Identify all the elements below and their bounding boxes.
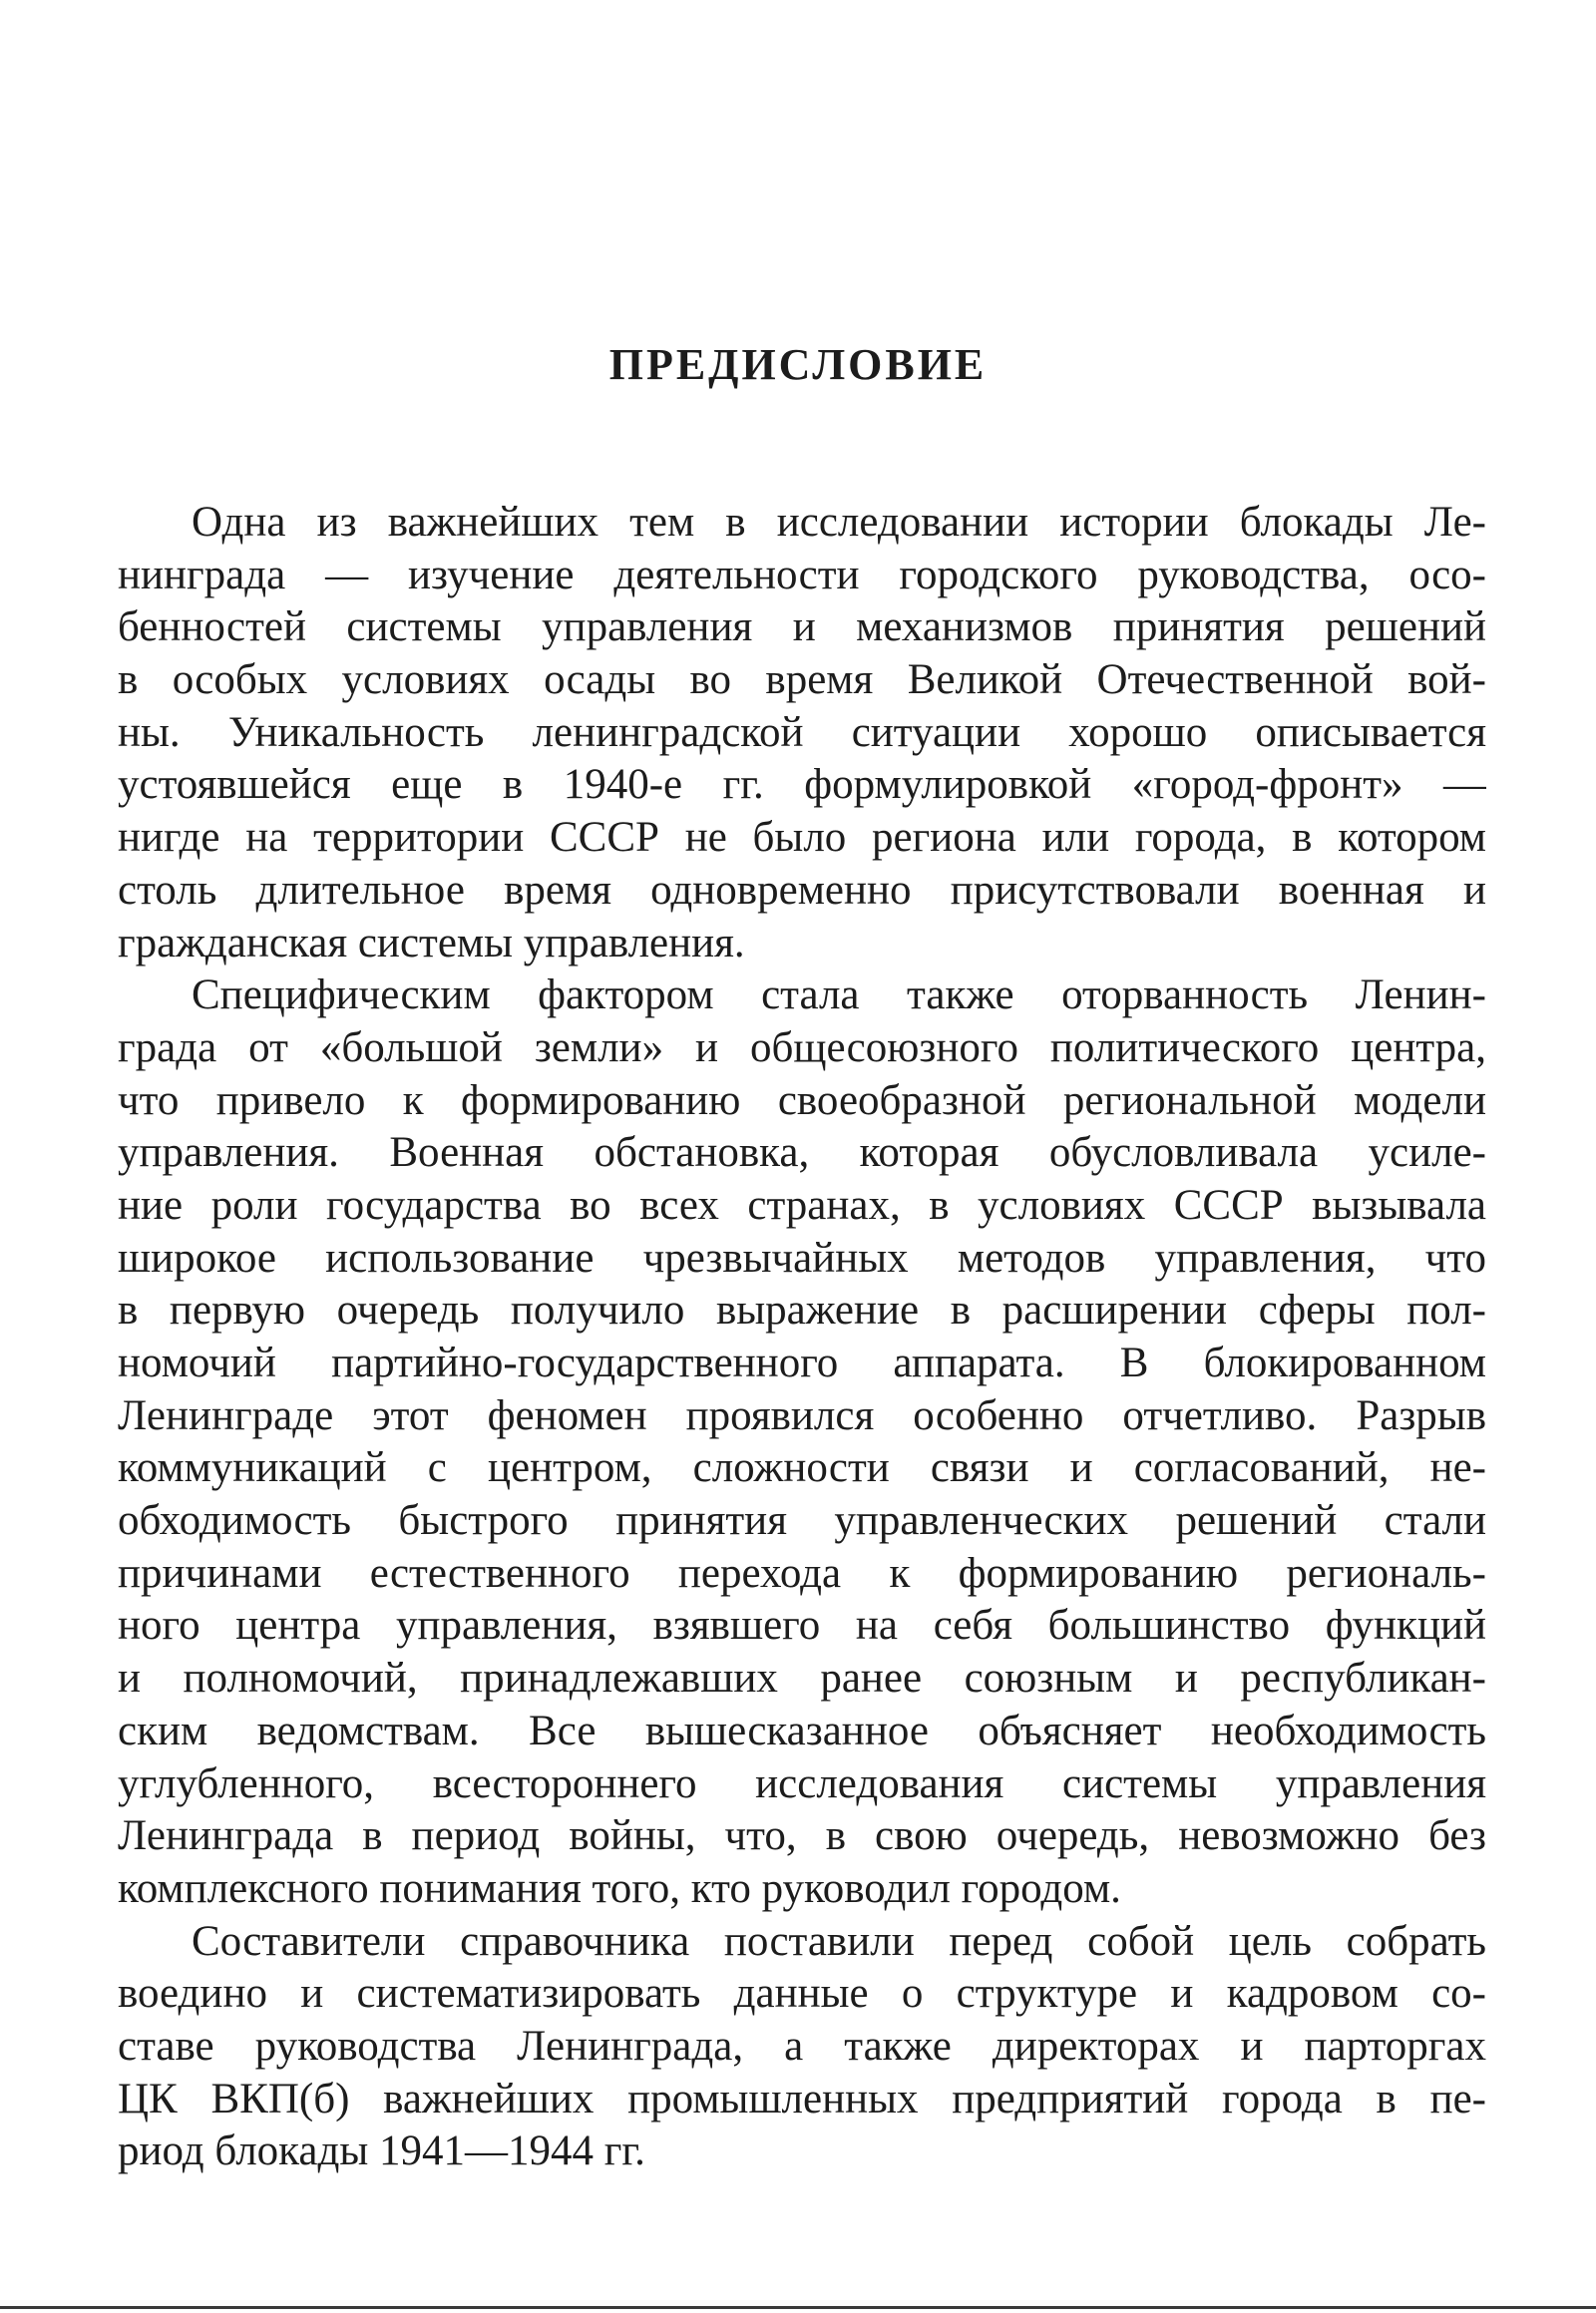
text-line: углубленного, всестороннего исследования системы управления — [118, 1759, 1486, 1807]
text-line: нинграда — изучение деятельности городского руководства, осо- — [118, 551, 1486, 598]
text-line: в первую очередь получило выражение в расширении сферы пол- — [118, 1287, 1486, 1335]
page-title: ПРЕДИСЛОВИЕ — [608, 340, 988, 389]
text-line: управления. Военная обстановка, которая обусловливала усиле- — [118, 1129, 1486, 1177]
paragraph-1 — [118, 497, 1486, 969]
text-line: Ленинграда в период войны, что, в свою очередь, невозможно без — [118, 1812, 1486, 1860]
text-line: риод блокады 1941—1944 гг. — [118, 2127, 645, 2175]
text-line: гражданская системы управления. — [118, 919, 745, 966]
text-line: ны. Уникальность ленинградской ситуации хорошо описывается — [118, 708, 1486, 756]
body-text — [118, 497, 1486, 2178]
text-line: устоявшейся еще в 1940-е гг. формулировкой «город-фронт» — — [118, 761, 1486, 809]
text-line: Составители справочника поставили перед собой цель собрать — [192, 1917, 1486, 1965]
text-line: широкое использование чрезвычайных методов управления, что — [118, 1234, 1486, 1282]
text-line: нигде на территории СССР не было региона или города, в котором — [118, 814, 1486, 862]
text-line: и полномочий, принадлежавших ранее союзным и республикан- — [118, 1655, 1486, 1703]
text-line: ским ведомствам. Все вышесказанное объясняет необходимость — [118, 1707, 1486, 1754]
text-line: столь длительное время одновременно присутствовали военная и — [118, 866, 1486, 914]
bottom-border-rule — [0, 2306, 1596, 2309]
text-line: ЦК ВКП(б) важнейших промышленных предприятий города в пе- — [118, 2075, 1486, 2122]
text-line: ние роли государства во всех странах, в условиях СССР вызывала — [118, 1181, 1486, 1229]
text-line: коммуникаций с центром, сложности связи и согласований, не- — [118, 1444, 1486, 1492]
text-line: воедино и систематизировать данные о структуре и кадровом со- — [118, 1970, 1486, 2018]
text-line: ставе руководства Ленинграда, а также директорах и парторгах — [118, 2022, 1486, 2070]
text-line: Одна из важнейших тем в исследовании истории блокады Ле- — [192, 499, 1486, 546]
text-line: ного центра управления, взявшего на себя большинство функций — [118, 1602, 1486, 1650]
paragraph-3 — [118, 1916, 1486, 2178]
text-line: что привело к формированию своеобразной региональной модели — [118, 1076, 1486, 1124]
text-line: обходимость быстрого принятия управленческих решений стали — [118, 1497, 1486, 1545]
text-line: в особых условиях осады во время Великой Отечественной вой- — [118, 656, 1486, 704]
text-line: причинами естественного перехода к формированию региональ- — [118, 1549, 1486, 1597]
paragraph-2 — [118, 969, 1486, 1915]
text-line: номочий партийно-государственного аппарата. В блокированном — [118, 1340, 1486, 1386]
text-line: Специфическим фактором стала также оторванность Ленин- — [192, 971, 1486, 1019]
text-line: града от «большой земли» и общесоюзного политического центра, — [118, 1023, 1486, 1071]
text-line: бенностей системы управления и механизмов принятия решений — [118, 603, 1486, 651]
text-line: Ленинграде этот феномен проявился особенно отчетливо. Разрыв — [118, 1391, 1486, 1439]
text-line: комплексного понимания того, кто руководил городом. — [118, 1864, 1121, 1912]
